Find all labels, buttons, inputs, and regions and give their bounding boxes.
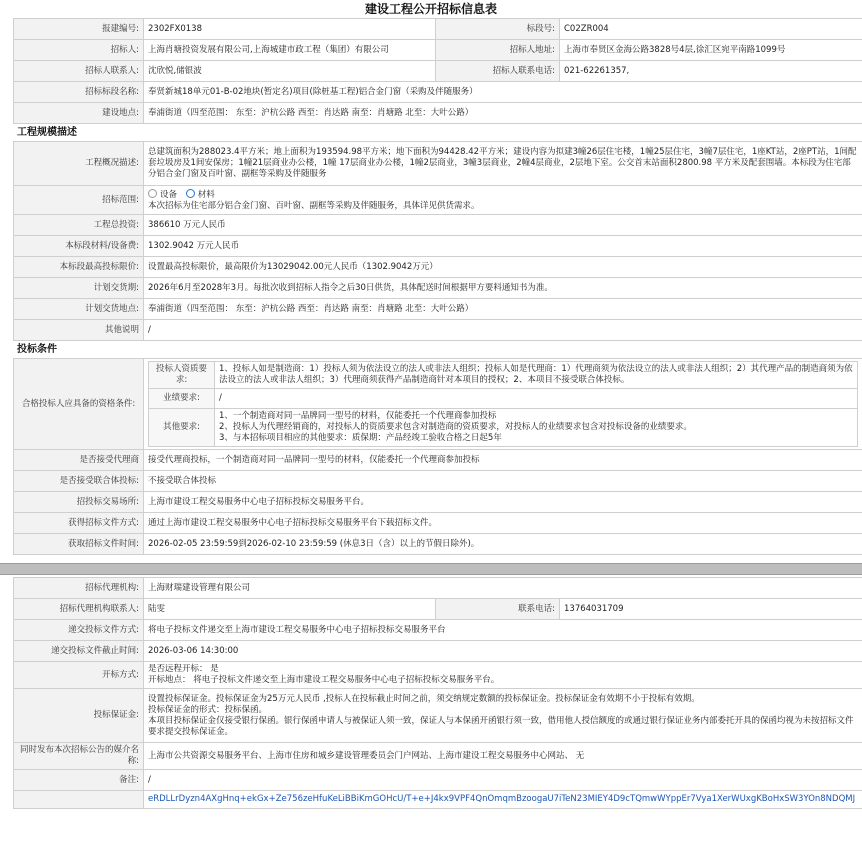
- field-label: 本标段最高投标限价:: [14, 257, 144, 278]
- field-label: 招标人联系电话:: [436, 61, 560, 82]
- field-value: [144, 359, 862, 450]
- field-label: 递交投标文件方式:: [14, 620, 144, 641]
- field-label: 建设地点:: [14, 103, 144, 124]
- field-value: 2026-03-06 14:30:00: [144, 641, 862, 662]
- table-row: [14, 186, 862, 215]
- field-value: 奉贤新城18单元01-B-02地块(暂定名)项目(除桩基工程)铝合金门窗（采购及伴随服务）: [144, 82, 862, 103]
- field-label: 招标代理机构:: [14, 578, 144, 599]
- table-row: [14, 471, 862, 492]
- opening-place: 开标地点： 将电子投标文件递交至上海市建设工程交易服务中心电子招标投标交易服务平台。: [148, 675, 500, 685]
- scale-table: [13, 141, 862, 341]
- field-label: 本标段材料/设备费:: [14, 236, 144, 257]
- table-row: [14, 743, 862, 770]
- field-value: /: [144, 320, 862, 341]
- field-label: 招标范围:: [14, 186, 144, 215]
- field-value: 021-62261357,: [560, 61, 862, 82]
- table-row: [149, 389, 858, 409]
- field-label: 获取招标文件时间:: [14, 534, 144, 555]
- field-value: 1302.9042 万元人民币: [144, 236, 862, 257]
- field-value: 上海市奉贤区金海公路3828号4层,徐汇区宛平南路1099号: [560, 40, 862, 61]
- table-row: [14, 40, 862, 61]
- section-title-conditions: 投标条件: [17, 344, 57, 355]
- field-label: 计划交货期:: [14, 278, 144, 299]
- field-value: 奉浦街道（四至范围： 东至：沪杭公路 西至：肖达路 南至：肖塘路 北至：大叶公路）: [144, 103, 862, 124]
- table-row: [14, 599, 862, 620]
- field-value: 不接受联合体投标: [144, 471, 862, 492]
- field-label: 投标保证金:: [14, 689, 144, 743]
- table-row: [14, 641, 862, 662]
- table-row: [14, 142, 862, 186]
- field-value: 通过上海市建设工程交易服务中心电子招标投标交易服务平台下载招标文件。: [144, 513, 862, 534]
- field-label: [14, 791, 144, 809]
- field-label: 其他说明: [14, 320, 144, 341]
- field-label: 报建编号:: [14, 19, 144, 40]
- table-row: [14, 492, 862, 513]
- field-label: 招标人联系人:: [14, 61, 144, 82]
- field-value: [144, 662, 862, 689]
- radio-equipment[interactable]: [148, 190, 177, 200]
- section-title-scale: 工程规模描述: [17, 127, 77, 138]
- field-value: 沈欣悦,储银波: [144, 61, 436, 82]
- field-value: /: [144, 770, 862, 791]
- table-row: [14, 620, 862, 641]
- table-row: [14, 299, 862, 320]
- signature-value: eRDLLrDyzn4AXgHnq+ekGx+Ze756zeHfuKeLiBBiKmGOHcU/T+e+J4kx9VPF4QnOmqmBzoogaU7iTeN23MIEY4D9cTQmwWYppEr7Vya1XerWUxgKBoHxSW3YOn8NDQMJ: [144, 791, 862, 809]
- requirement-line: 3、与本招标项目相应的其他要求：质保期：产品经竣工验收合格之日起5年: [219, 433, 502, 443]
- table-row: [14, 278, 862, 299]
- field-label: 是否接受联合体投标:: [14, 471, 144, 492]
- opening-remote: 是否远程开标： 是: [148, 664, 219, 674]
- table-row: [14, 19, 862, 40]
- field-value: 上海肖塘投资发展有限公司,上海城建市政工程（集团）有限公司: [144, 40, 436, 61]
- table-row: [14, 257, 862, 278]
- table-row: [14, 578, 862, 599]
- deposit-line: 本项目投标保证金仅接受银行保函。银行保函申请人与被保证人须一致，保证人与本保函开函银行须一致，借用他人授信额度的或通过银行保证业务内部委托开具的保函均视为未按招标文件要求提交投标保证金。: [148, 715, 854, 737]
- field-label: 计划交货地点:: [14, 299, 144, 320]
- field-value: 2026-02-05 23:59:59到2026-02-10 23:59:59 (休息3日（含）以上的节假日除外)。: [144, 534, 862, 555]
- field-label: 是否接受代理商: [14, 450, 144, 471]
- table-row: [14, 534, 862, 555]
- qualify-inner-table: [148, 361, 858, 447]
- table-row: [14, 791, 862, 809]
- table-row: [14, 215, 862, 236]
- field-label: 获得招标文件方式:: [14, 513, 144, 534]
- radio-label: 设备: [160, 189, 178, 200]
- field-value: 上海财瑞建设管理有限公司: [144, 578, 862, 599]
- field-value: 2026年6月至2028年3月。每批次收到招标人指令之后30日供货，具体配送时间根据甲方要料通知书为准。: [144, 278, 862, 299]
- table-row: [14, 359, 862, 450]
- radio-label: 材料: [197, 189, 215, 200]
- field-value: /: [215, 389, 858, 409]
- field-label: 其他要求:: [149, 409, 215, 447]
- table-row: [14, 662, 862, 689]
- radio-icon: [186, 189, 195, 198]
- table-row: [149, 362, 858, 389]
- field-value: 1、投标人如是制造商：1）投标人须为依法设立的法人或非法人组织；投标人如是代理商：1）代理商须为依法设立的法人或非法人组织；2）其代理产品的制造商须为依法设立的法人或非法人组织；3）代理商须获得产品制造商针对本项目的授权；2、本项目不接受联合体投标。: [215, 362, 858, 389]
- field-value: [144, 689, 862, 743]
- table-row: [14, 513, 862, 534]
- field-label: 开标方式:: [14, 662, 144, 689]
- table-row: [14, 689, 862, 743]
- field-label: 递交投标文件截止时间:: [14, 641, 144, 662]
- scope-options: [148, 189, 858, 201]
- field-label: 工程总投资:: [14, 215, 144, 236]
- field-value: 上海市公共资源交易服务平台、上海市住房和城乡建设管理委员会门户网站、上海市建设工程交易服务中心网站、 无: [144, 743, 862, 770]
- table-row: [14, 320, 862, 341]
- field-label: 招投标交易场所:: [14, 492, 144, 513]
- conditions-table: [13, 358, 862, 555]
- radio-icon: [148, 189, 157, 198]
- header-table: [13, 18, 862, 124]
- table-row: [14, 450, 862, 471]
- field-label: 合格投标人应具备的资格条件:: [14, 359, 144, 450]
- field-value: 设置最高投标限价，最高限价为13029042.00元人民币（1302.9042万元）: [144, 257, 862, 278]
- table-row: [14, 770, 862, 791]
- field-label: 招标标段名称:: [14, 82, 144, 103]
- field-label: 招标人:: [14, 40, 144, 61]
- field-value: 13764031709: [560, 599, 862, 620]
- field-label: 工程概况描述:: [14, 142, 144, 186]
- table-row: [14, 103, 862, 124]
- field-label: 联系电话:: [436, 599, 560, 620]
- field-value: 总建筑面积为288023.4平方米；地上面积为193594.98平方米；地下面积为94428.42平方米；建设内容为拟建3幢26层住宅楼，1幢25层住宅，3幢7层住宅，1座KT站，2座PT站，1间配套垃圾房及1间安保房；1幢21层商业办公楼，1幢 17层商业办公楼，1幢2层商业，3幢3层商业，2幢4层商业，2层地下室。公交首末站面积2800.98 平方米及配套围墙。本标段为住宅部分铝合金门窗及百叶窗、副框等采购及伴随服务: [144, 142, 862, 186]
- field-value: C02ZR004: [560, 19, 862, 40]
- requirement-line: 1、一个制造商对同一品牌同一型号的材料，仅能委托一个代理商参加投标: [219, 411, 497, 421]
- deposit-line: 投标保证金的形式：投标保函。: [148, 704, 268, 715]
- agency-table: [13, 577, 862, 809]
- field-label: 投标人资质要求:: [149, 362, 215, 389]
- table-row: [14, 82, 862, 103]
- field-value: [215, 409, 858, 447]
- table-row: [14, 236, 862, 257]
- table-row: [14, 61, 862, 82]
- page-divider: [0, 563, 862, 575]
- page-title: 建设工程公开招标信息表: [364, 2, 497, 16]
- requirement-line: 2、投标人为代理经销商的，对投标人的资质要求包含对制造商的资质要求，对投标人的业绩要求包含对投标设备的业绩要求。: [219, 422, 692, 432]
- field-label: 招标代理机构联系人:: [14, 599, 144, 620]
- field-value: 接受代理商投标，一个制造商对同一品牌同一型号的材料，仅能委托一个代理商参加投标: [144, 450, 862, 471]
- radio-material[interactable]: [186, 190, 215, 200]
- field-value: 将电子投标文件递交至上海市建设工程交易服务中心电子招标投标交易服务平台: [144, 620, 862, 641]
- field-value: 奉浦街道（四至范围： 东至：沪杭公路 西至：肖达路 南至：肖塘路 北至：大叶公路）: [144, 299, 862, 320]
- field-value: 陆雯: [144, 599, 436, 620]
- field-value: 386610 万元人民币: [144, 215, 862, 236]
- field-label: 同时发布本次招标公告的媒介名称:: [14, 743, 144, 770]
- field-label: 标段号:: [436, 19, 560, 40]
- field-label: 招标人地址:: [436, 40, 560, 61]
- table-row: [149, 409, 858, 447]
- field-value: 上海市建设工程交易服务中心电子招标投标交易服务平台。: [144, 492, 862, 513]
- field-label: 备注:: [14, 770, 144, 791]
- field-value: [144, 186, 862, 215]
- deposit-line: 设置投标保证金。投标保证金为25万元人民币 ,投标人在投标截止时间之前，须交纳规定数额的投标保证金。投标保证金有效期不小于投标有效期。: [148, 693, 700, 704]
- scope-text: 本次招标为住宅部分铝合金门窗、百叶窗、副框等采购及伴随服务，具体详见供货需求。: [148, 200, 480, 211]
- field-value: 2302FX0138: [144, 19, 436, 40]
- field-label: 业绩要求:: [149, 389, 215, 409]
